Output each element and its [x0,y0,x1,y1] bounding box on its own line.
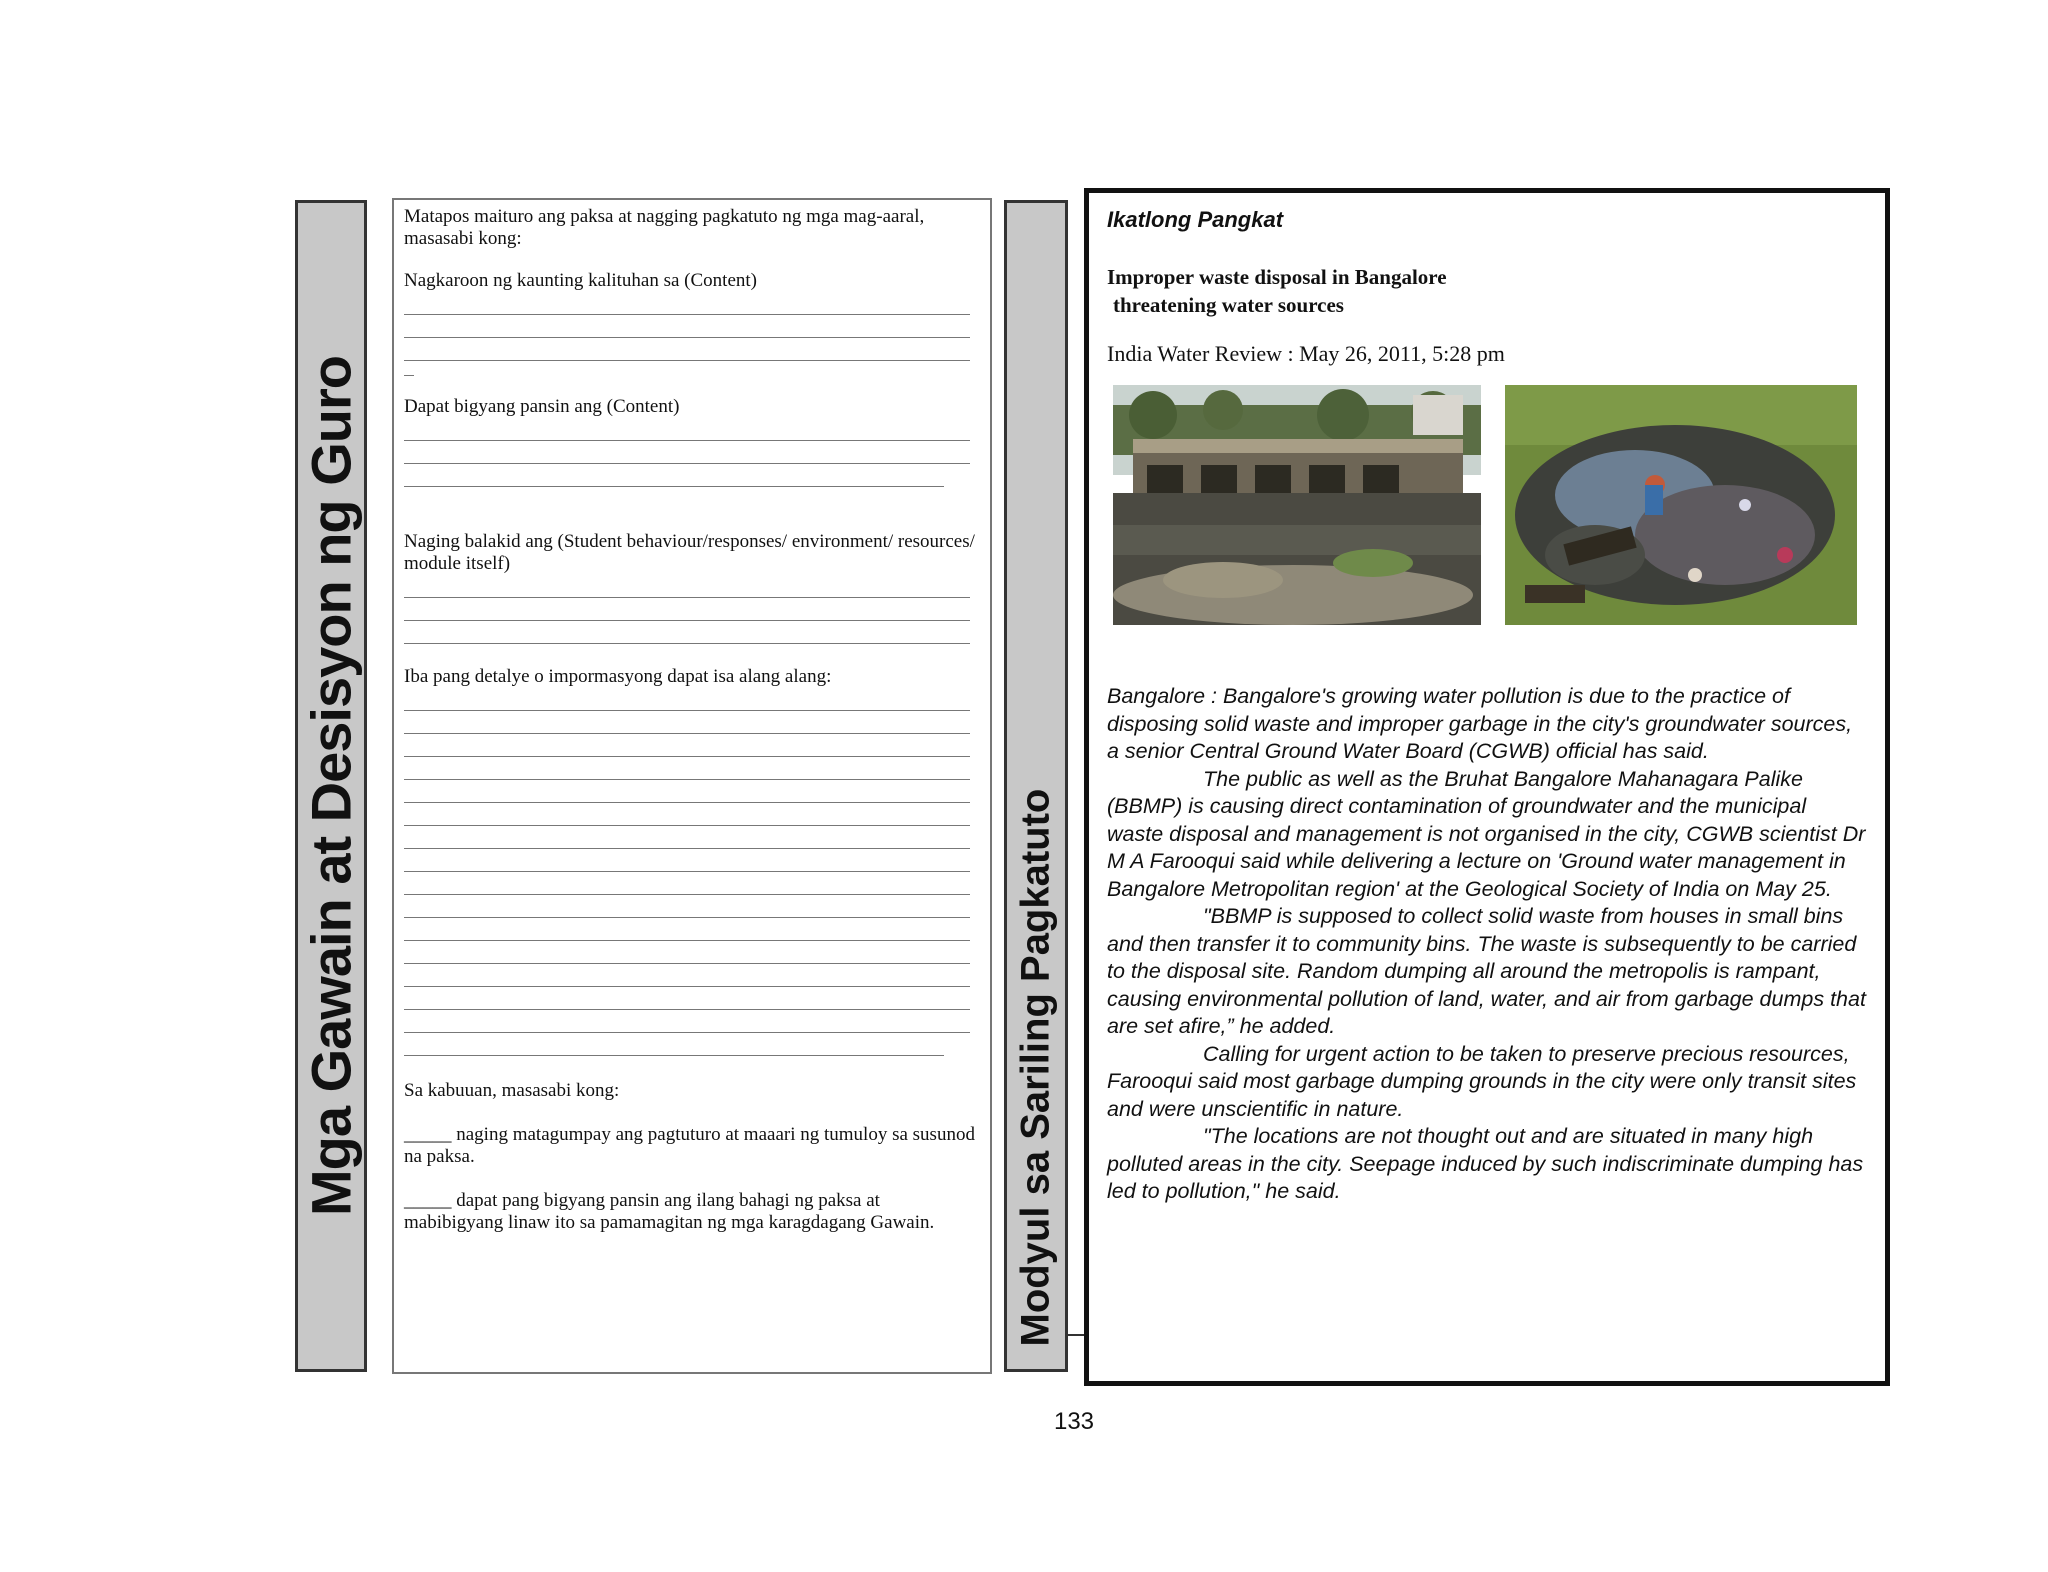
answer-line[interactable] [404,734,970,757]
answer-line[interactable] [404,464,944,487]
answer-line[interactable] [404,941,970,964]
answer-line[interactable] [404,292,970,315]
article-paragraph: "BBMP is supposed to collect solid waste from houses in small bins and then transfer it to community bins. The waste is subsequently to be carried to the disposal site. Random dumping all around the metropolis is rampant, causing environmental pollution of land, water, and air from garbage dumps that are set afire,” he added. [1107,904,1866,1038]
form-intro: Matapos maituro ang paksa at nagging pagkatuto ng mga mag-aaral, masasabi kong: [404,206,925,249]
form-question-confusion: Nagkaroon ng kaunting kalituhan sa (Content) [404,270,758,291]
answer-line[interactable] [404,757,970,780]
answer-line[interactable] [404,987,970,1010]
article-source: India Water Review : May 26, 2011, 5:28 pm [1107,341,1505,366]
article-paragraph: Calling for urgent action to be taken to preserve precious resources, Farooqui said most garbage dumping grounds in the city were only transit sites and were unscientific in nature. [1107,1041,1857,1121]
answer-line[interactable] [404,964,970,987]
answer-line[interactable] [404,872,970,895]
answer-line [404,371,414,376]
bridge-canal-photo [1113,385,1481,625]
answer-line[interactable] [404,826,970,849]
answer-line[interactable] [404,849,970,872]
article-paragraph: The public as well as the Bruhat Bangalore Mahanagara Palike (BBMP) is causing direct contamination of groundwater and the municipal waste disposal and management is not organised in the city, CGWB scientist Dr M A Farooqui said while delivering a lecture on 'Ground water management in Bangalore Metropolitan region' at the Geological Society of India on May 25. [1107,766,1866,901]
form-summary: Sa kabuuan, masasabi kong: [404,1080,620,1101]
garbage-pond-photo [1505,385,1857,625]
article-paragraph-indented [1107,1041,1867,1124]
form-option-needs-attention: _____ dapat pang bigyang pansin ang ilang bahagi ng paksa at mabibigyang linaw ito sa pamamagitan ng mga karagdagang Gawain. [404,1190,935,1233]
answer-line[interactable] [404,441,970,464]
left-banner-text: Mga Gawain at Desisyon ng Guro [299,356,363,1216]
answer-line[interactable] [404,688,970,711]
answer-line[interactable] [404,711,970,734]
photo-row [1107,385,1867,625]
answer-line[interactable] [404,315,970,338]
left-side-banner [295,200,367,1372]
answer-line[interactable] [404,338,970,361]
answer-line[interactable] [404,780,970,803]
answer-line[interactable] [404,803,970,826]
article-paragraph-indented [1107,903,1867,1041]
article-panel [1084,188,1890,1386]
form-question-attention: Dapat bigyang pansin ang (Content) [404,396,680,417]
answer-line[interactable] [404,621,970,644]
form-question-obstacle: Naging balakid ang (Student behaviour/responses/ environment/ resources/ module itself) [404,531,975,574]
headline-line: threatening water sources [1113,293,1344,317]
article-paragraph: Bangalore : Bangalore's growing water pollution is due to the practice of disposing solid waste and improper garbage in the city's groundwater sources, a senior Central Ground Water Board (CGWB) official has said. [1107,684,1853,763]
answer-line[interactable] [404,598,970,621]
answer-line[interactable] [404,1010,970,1033]
answer-line[interactable] [404,575,970,598]
right-banner-text: Modyul sa Sariling Pagkatuto [1013,788,1058,1347]
form-option-success: _____ naging matagumpay ang pagtuturo at maaari ng tumuloy sa susunod na paksa. [404,1124,975,1167]
article-paragraph: "The locations are not thought out and are situated in many high polluted areas in the city. Seepage induced by such indiscriminate dumping has led to pollution," he said. [1107,1124,1864,1203]
article-paragraph-indented [1107,766,1867,904]
form-question-other-details: Iba pang detalye o impormasyong dapat isa alang alang: [404,666,832,687]
article-headline [1107,263,1867,319]
group-title: Ikatlong Pangkat [1107,207,1284,232]
headline-line: Improper waste disposal in Bangalore [1107,265,1447,289]
article-paragraph-indented [1107,1123,1867,1206]
answer-line[interactable] [404,1033,944,1056]
reflection-form [392,198,992,1374]
answer-line[interactable] [404,895,970,918]
answer-line[interactable] [404,418,970,441]
right-side-banner [1004,200,1068,1372]
page-number: 133 [1053,1408,1095,1435]
answer-line[interactable] [404,918,970,941]
